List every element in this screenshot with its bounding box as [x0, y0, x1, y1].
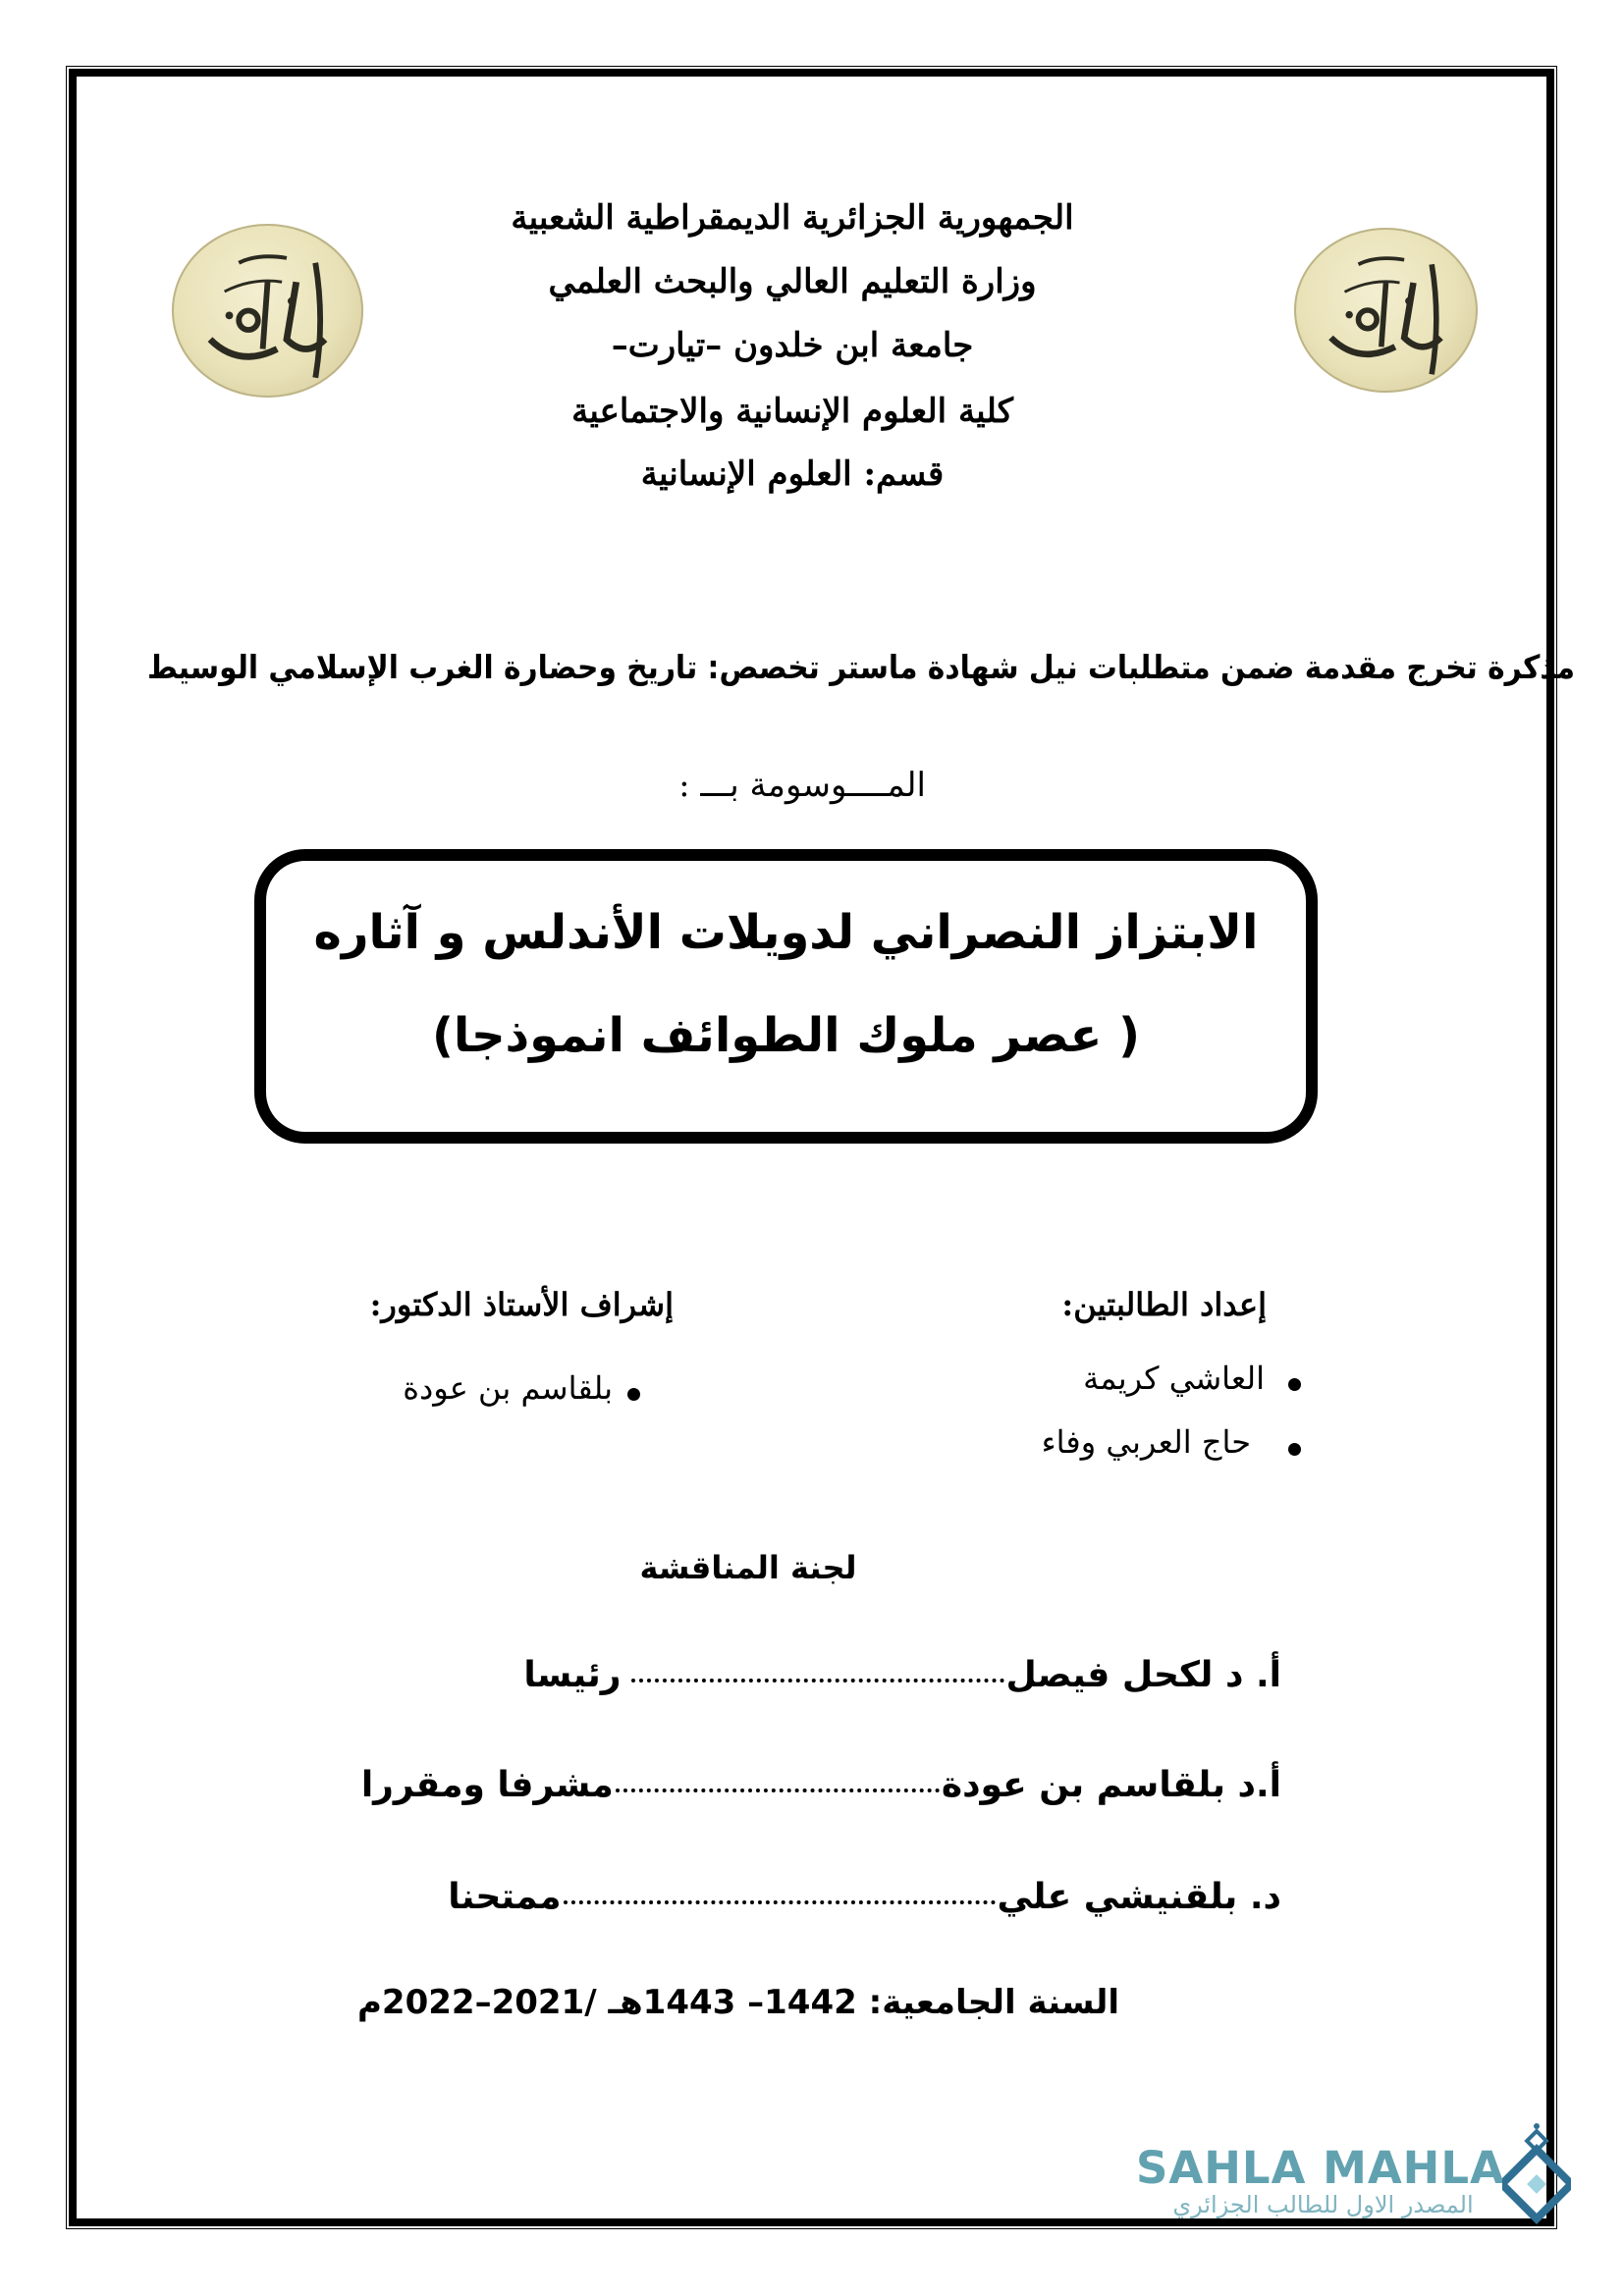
watermark-arabic-text: المصدر الاول للطالب الجزائري: [1172, 2191, 1474, 2218]
member-role: مشرفا ومقررا: [360, 1765, 614, 1805]
watermark-logo-icon: [1502, 2120, 1571, 2228]
university-logo-right: [1294, 228, 1478, 393]
dotted-leader: [631, 1679, 1004, 1682]
thesis-title: الابتزاز النصراني لدويلات الأندلس و آثاره: [313, 905, 1259, 960]
bullet-icon: [627, 1388, 640, 1401]
member-name: أ.د بلقاسم بن عودة: [941, 1765, 1281, 1805]
header-university: جامعة ابن خلدون –تيارت–: [611, 326, 974, 365]
member-role: رئيسا: [523, 1655, 622, 1695]
header-ministry: وزارة التعليم العالي والبحث العلمي: [548, 262, 1037, 301]
named-label: المــــوسومة بـــ :: [678, 766, 926, 805]
student-name: حاج العربي وفاء: [1041, 1423, 1251, 1461]
committee-member-row: [361, 1765, 1281, 1805]
university-logo-left: [172, 224, 363, 398]
supervisor-label: إشراف الأستاذ الدكتور:: [369, 1286, 674, 1323]
thesis-subtitle: ( عصر ملوك الطوائف انموذجا): [431, 1008, 1141, 1063]
university-seal-icon: [172, 224, 363, 398]
watermark-latin-text: SAHLA MAHLA: [1136, 2142, 1505, 2194]
member-role: ممتحنا: [448, 1877, 562, 1917]
header-department: قسم: العلوم الإنسانية: [640, 454, 945, 494]
academic-year: السنة الجامعية: 1442– 1443هـ /2021–2022م: [357, 1983, 1119, 2022]
committee-title: لجنة المناقشة: [639, 1549, 857, 1586]
bullet-icon: [1288, 1443, 1301, 1456]
member-name: أ. د لكحل فيصل: [1005, 1655, 1281, 1695]
program-description: مذكرة تخرج مقدمة ضمن متطلبات نيل شهادة ماستر تخصص: تاريخ وحضارة الغرب الإسلامي الوسيط: [146, 648, 1575, 686]
student-name: العاشي كريمة: [1083, 1360, 1265, 1397]
thesis-title-box: [254, 849, 1318, 1144]
supervisor-name: بلقاسم بن عودة: [403, 1369, 613, 1407]
committee-member-row: [448, 1877, 1281, 1917]
dotted-leader: [564, 1900, 996, 1904]
dotted-leader: [616, 1789, 940, 1792]
header-country: الجمهورية الجزائرية الديمقراطية الشعبية: [511, 198, 1074, 238]
committee-member-row: [523, 1655, 1281, 1695]
university-seal-icon: [1294, 228, 1478, 393]
students-label: إعداد الطالبتين:: [1061, 1286, 1267, 1323]
bullet-icon: [1288, 1378, 1301, 1391]
member-name: د. بلقنيشي علي: [997, 1877, 1281, 1917]
header-faculty: كلية العلوم الإنسانية والاجتماعية: [571, 392, 1013, 431]
